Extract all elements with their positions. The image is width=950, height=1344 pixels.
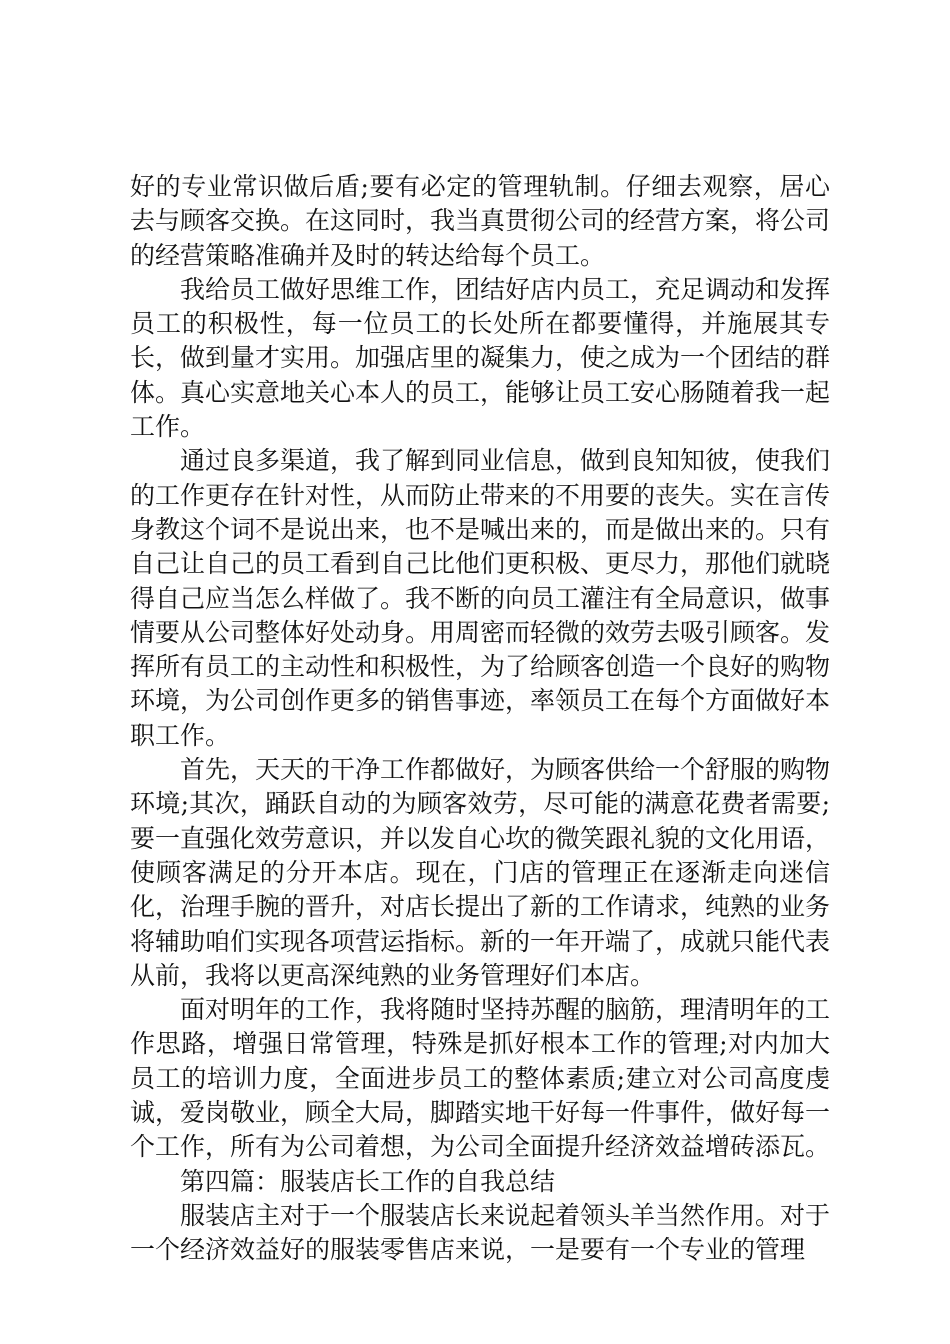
- paragraph-section-intro: 服装店主对于一个服装店长来说起着领头羊当然作用。对于一个经济效益好的服装零售店来说，一是要有一个专业的管理: [130, 1200, 831, 1265]
- section-heading: 第四篇：服装店长工作的自我总结: [180, 1166, 556, 1196]
- paragraph-next-year-plan: 面对明年的工作，我将随时坚持苏醒的脑筋，理清明年的工作思路，增强日常管理，特殊是抓好根本工作的管理;对内加大员工的培训力度，全面进步员工的整体素质;建立对公司高度虔诚，爱岗敬业，顾全大局，脚踏实地干好每一件事件，做好每一个工作，所有为公司着想，为公司全面提升经济效益增砖添瓦。: [130, 995, 831, 1162]
- paragraph-industry-info: 通过良多渠道，我了解到同业信息，做到良知知彼，使我们的工作更存在针对性，从而防止带来的不用要的丧失。实在言传身教这个词不是说出来，也不是喊出来的，而是做出来的。只有自己让自己的员工看到自己比他们更积极、更尽力，那他们就晓得自己应当怎么样做了。我不断的向员工灌注有全局意识，做事情要从公司整体好处动身。用周密而轻微的效劳去吸引顾客。发挥所有员工的主动性和积极性，为了给顾客创造一个良好的购物环境，为公司创作更多的销售事迹，率领员工在每个方面做好本职工作。: [130, 446, 831, 750]
- paragraph-staff-work: 我给员工做好思维工作，团结好店内员工，充足调动和发挥员工的积极性，每一位员工的长处所在都要懂得，并施展其专长，做到量才实用。加强店里的凝集力，使之成为一个团结的群体。真心实意地关心本人的员工，能够让员工安心肠随着我一起工作。: [130, 274, 831, 442]
- document-body: [130, 170, 830, 1268]
- paragraph-continuation: 好的专业常识做后盾;要有必定的管理轨制。仔细去观察，居心去与顾客交换。在这同时，我当真贯彻公司的经营方案，将公司的经营策略准确并及时的转达给每个员工。: [130, 172, 831, 270]
- paragraph-customer-service: 首先，天天的干净工作都做好，为顾客供给一个舒服的购物环境;其次，踊跃自动的为顾客效劳，尽可能的满意花费者需要;要一直强化效劳意识，并以发自心坎的微笑跟礼貌的文化用语，使顾客满足的分开本店。现在，门店的管理正在逐渐走向迷信化，治理手腕的晋升，对店长提出了新的工作请求，纯熟的业务将辅助咱们实现各项营运指标。新的一年开端了，成就只能代表从前，我将以更高深纯熟的业务管理好们本店。: [130, 755, 831, 990]
